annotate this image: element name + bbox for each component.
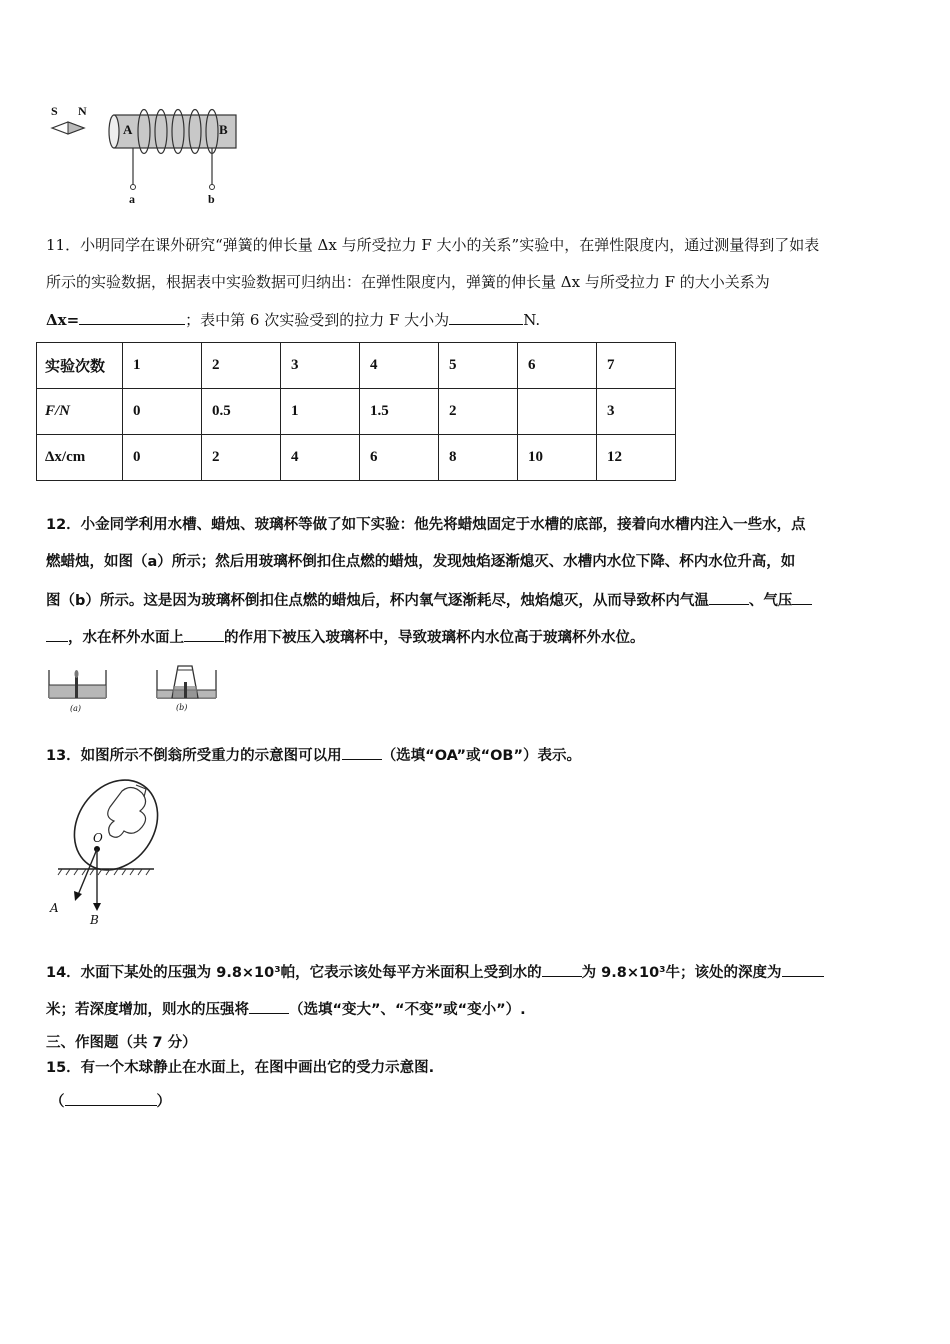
q15-line: 15．有一个木球静止在水面上，在图中画出它的受力示意图.	[46, 1060, 435, 1076]
q12-line4-text: ，水在杯外水面上	[68, 630, 184, 646]
q12-line-3	[46, 590, 812, 611]
q14-blank-force[interactable]	[542, 962, 582, 977]
q15-answer-blank[interactable]	[65, 1091, 157, 1106]
q11-line-3	[46, 310, 540, 330]
table-cell: 0	[123, 389, 202, 435]
table-cell: 5	[439, 343, 518, 389]
q14-line2-suffix: （选填“变大”、“不变”或“变小”）.	[289, 1002, 526, 1018]
q13-line	[46, 745, 581, 766]
table-row	[37, 389, 676, 435]
q12-blank-pressure-end[interactable]	[46, 627, 68, 642]
table-cell: 3	[281, 343, 360, 389]
table-cell: 4	[360, 343, 439, 389]
q12-line3-mid: 、气压	[748, 593, 793, 609]
q14-text-mid: 为 9.8×10³牛；该处的深度为	[581, 965, 782, 981]
table-cell: 0	[123, 435, 202, 481]
table-cell: 0.5	[202, 389, 281, 435]
arrow-a-label: A	[50, 901, 59, 915]
q15-open-paren: （	[50, 1094, 65, 1110]
q15-close-paren: ）	[156, 1094, 171, 1110]
end-b-label: B	[219, 122, 228, 137]
point-o-label: O	[93, 831, 103, 845]
candle-label-a: (a)	[70, 704, 82, 713]
table-cell: 6	[360, 435, 439, 481]
table-row	[37, 343, 676, 389]
table-cell: 2	[202, 343, 281, 389]
q14-text: 14．水面下某处的压强为 9.8×10³帕，它表示该处每平方米面积上受到水的	[46, 965, 542, 981]
table-cell: 6	[518, 343, 597, 389]
table-cell: 4	[281, 435, 360, 481]
table-cell: 2	[202, 435, 281, 481]
q12-line-4	[46, 627, 645, 648]
experiment-data-table	[36, 342, 676, 481]
terminal-a-label: a	[129, 192, 135, 206]
table-row	[37, 435, 676, 481]
compass-s-label: S	[51, 104, 58, 118]
solenoid-figure	[44, 100, 244, 210]
terminal-b-label: b	[208, 192, 215, 206]
section-3-title: 三、作图题（共 7 分）	[46, 1035, 197, 1051]
q12-blank-pressure-start[interactable]	[792, 590, 812, 605]
q11-unit: N.	[523, 311, 541, 329]
table-cell: 8	[439, 435, 518, 481]
q11-blank-relation[interactable]	[79, 310, 185, 325]
q11-line3-mid: ；表中第 6 次实验受到的拉力 F 大小为	[185, 311, 450, 329]
q12-line4-suffix: 的作用下被压入玻璃杯中，导致玻璃杯内水位高于玻璃杯外水位。	[224, 630, 645, 646]
table-cell-empty	[518, 389, 597, 435]
table-header-cell: Δx/cm	[37, 435, 123, 481]
q14-line-1	[46, 962, 824, 983]
candle-figure	[44, 660, 220, 720]
table-cell: 7	[597, 343, 676, 389]
q12-line-1: 12．小金同学利用水槽、蜡烛、玻璃杯等做了如下实验：他先将蜡烛固定于水槽的底部，接着向水槽内注入一些水，点	[46, 517, 806, 533]
q12-blank-temperature[interactable]	[709, 590, 749, 605]
q12-blank-atmosphere[interactable]	[184, 627, 224, 642]
arrow-b-label: B	[90, 913, 99, 927]
table-cell: 3	[597, 389, 676, 435]
table-cell: 12	[597, 435, 676, 481]
tumbler-figure	[44, 775, 174, 930]
q13-blank[interactable]	[342, 745, 382, 760]
table-header-cell: F/N	[37, 389, 123, 435]
q11-line-2: 所示的实验数据，根据表中实验数据可归纳出：在弹性限度内，弹簧的伸长量 Δx 与所受拉力 F 的大小关系为	[46, 273, 770, 291]
q14-line2-text: 米；若深度增加，则水的压强将	[46, 1002, 249, 1018]
q14-line-2	[46, 999, 526, 1020]
q11-line-1: 11．小明同学在课外研究“弹簧的伸长量 Δx 与所受拉力 F 大小的关系”实验中，在弹性限度内，通过测量得到了如表	[46, 236, 820, 254]
q14-blank-depth[interactable]	[782, 962, 824, 977]
table-header-cell: 实验次数	[37, 343, 123, 389]
q11-blank-force[interactable]	[449, 310, 523, 325]
q13-text: 13．如图所示不倒翁所受重力的示意图可以用	[46, 748, 342, 764]
q11-dx-label: Δx=	[46, 311, 80, 329]
table-cell: 1	[281, 389, 360, 435]
candle-label-b: (b)	[176, 703, 188, 712]
compass-n-label: N	[78, 104, 87, 118]
q13-suffix: （选填“OA”或“OB”）表示。	[381, 748, 582, 764]
table-cell: 10	[518, 435, 597, 481]
q12-line3-text: 图（b）所示。这是因为玻璃杯倒扣住点燃的蜡烛后，杯内氧气逐渐耗尽，烛焰熄灭，从而导致杯内气温	[46, 593, 709, 609]
q15-answer	[50, 1091, 171, 1112]
table-cell: 1.5	[360, 389, 439, 435]
q12-line-2: 燃蜡烛，如图（a）所示；然后用玻璃杯倒扣住点燃的蜡烛，发现烛焰逐渐熄灭、水槽内水位下降、杯内水位升高，如	[46, 554, 796, 570]
table-cell: 1	[123, 343, 202, 389]
tumbler-diagram-icon	[44, 775, 174, 930]
end-a-label: A	[123, 122, 133, 137]
table-cell: 2	[439, 389, 518, 435]
q14-blank-change[interactable]	[249, 999, 289, 1014]
